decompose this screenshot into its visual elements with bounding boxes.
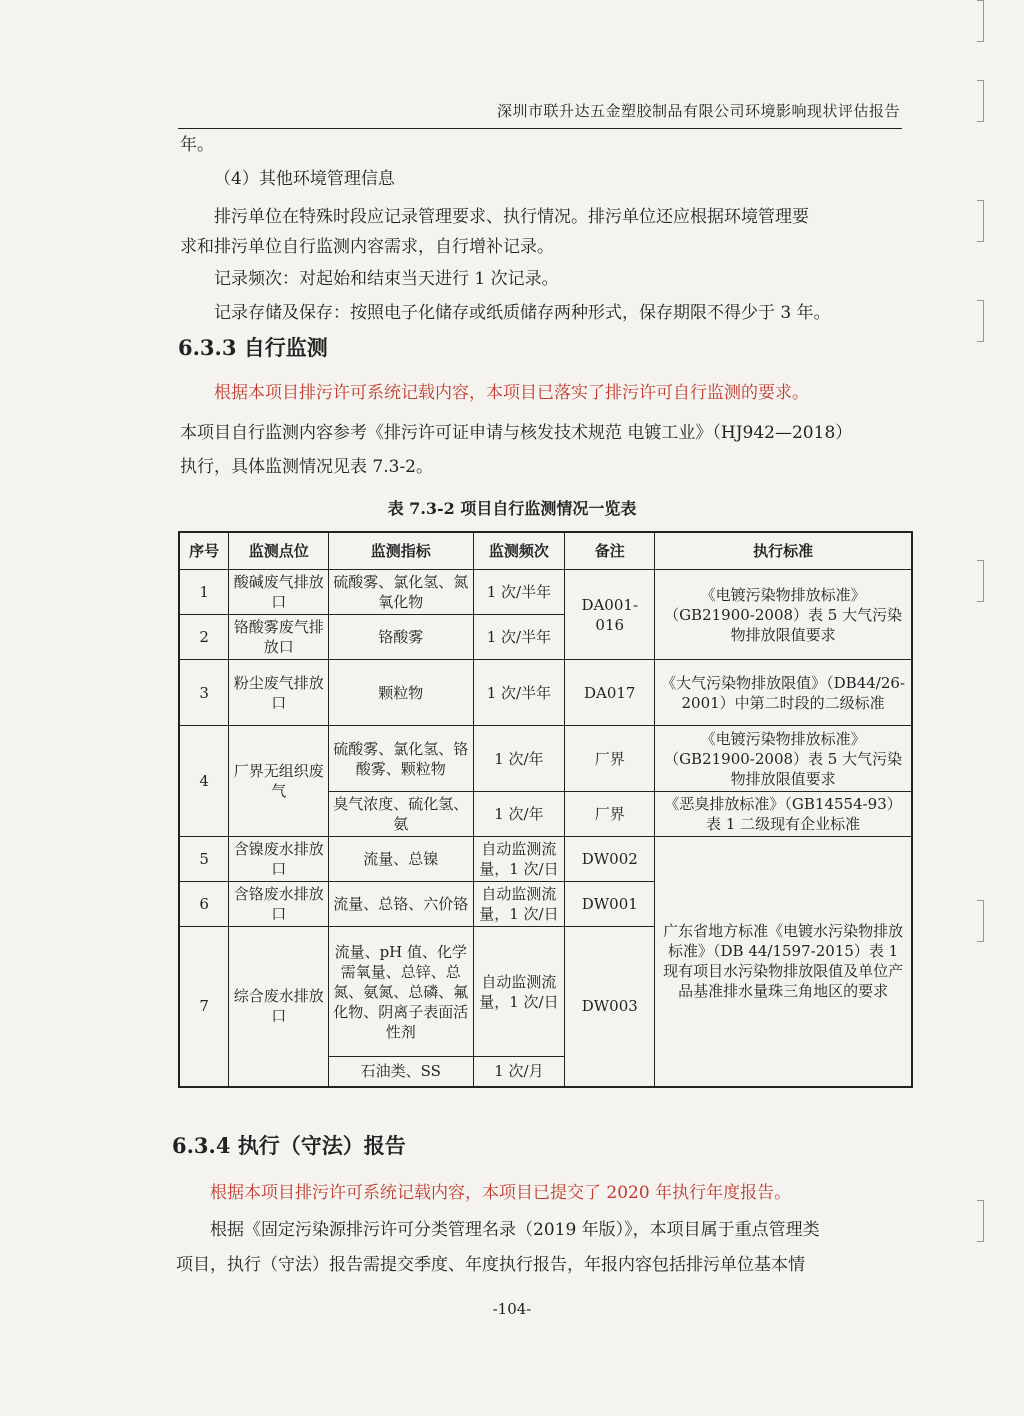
cell: 1: [179, 570, 229, 615]
table-row: [179, 837, 912, 882]
paragraph-line: 记录存储及保存：按照电子化储存或纸质储存两种形式，保存期限不得少于 3 年。: [214, 303, 831, 323]
col-header: 序号: [179, 532, 229, 570]
cell: 1 次/月: [473, 1057, 565, 1087]
cell: 2: [179, 615, 229, 660]
cell: 广东省地方标准《电镀水污染物排放标准》（DB 44/1597-2015）表 1 现有项目水污染物排放限值及单位产品基准排水量珠三角地区的要求: [655, 837, 912, 1087]
cell: 铬酸雾废气排放口: [229, 615, 329, 660]
cell: 《大气污染物排放限值》（DB44/26-2001）中第二时段的二级标准: [655, 660, 912, 726]
highlight-text: 根据本项目排污许可系统记载内容，本项目已提交了 2020 年执行年度报告。: [210, 1183, 792, 1203]
cell: 流量、总铬、六价铬: [329, 882, 474, 927]
cell: DA017: [565, 660, 655, 726]
cell: 《电镀污染物排放标准》（GB21900-2008）表 5 大气污染物排放限值要求: [655, 726, 912, 792]
header-rule: [178, 128, 902, 129]
cell: 1 次/半年: [473, 570, 565, 615]
col-header: 监测点位: [229, 532, 329, 570]
cell: DA001-016: [565, 570, 655, 660]
page-number: -104-: [492, 1300, 532, 1318]
cell: 1 次/年: [473, 726, 565, 792]
cell: 综合废水排放口: [229, 927, 329, 1087]
paragraph-line: 根据《固定污染源排污许可分类管理名录（2019 年版）》，本项目属于重点管理类: [210, 1220, 820, 1240]
binder-mark: [977, 0, 984, 42]
cell: DW003: [565, 927, 655, 1087]
cell: 4: [179, 726, 229, 837]
col-header: 监测指标: [329, 532, 474, 570]
subheading: （4）其他环境管理信息: [214, 169, 395, 189]
cell: 1 次/半年: [473, 660, 565, 726]
cell: 7: [179, 927, 229, 1087]
binder-mark: [977, 900, 984, 942]
cell: 自动监测流量，1 次/日: [473, 882, 565, 927]
table-row: [179, 570, 912, 615]
cell: 自动监测流量，1 次/日: [473, 927, 565, 1057]
cell: 1 次/年: [473, 792, 565, 837]
paragraph-line: 项目，执行（守法）报告需提交季度、年度执行报告，年报内容包括排污单位基本情: [176, 1255, 805, 1275]
binder-mark: [977, 1200, 984, 1242]
paragraph-line: 本项目自行监测内容参考《排污许可证申请与核发技术规范 电镀工业》（HJ942—2018）: [180, 423, 853, 443]
binder-mark: [977, 200, 984, 242]
cell: 流量、总镍: [329, 837, 474, 882]
table-caption: 表 7.3-2 项目自行监测情况一览表: [387, 499, 637, 518]
binder-mark: [977, 80, 984, 122]
table-row: [179, 726, 912, 792]
paragraph-line: 执行，具体监测情况见表 7.3-2。: [180, 457, 433, 477]
cell: 含铬废水排放口: [229, 882, 329, 927]
cell: 6: [179, 882, 229, 927]
page-header: 深圳市联升达五金塑胶制品有限公司环境影响现状评估报告: [496, 102, 900, 120]
cell: DW001: [565, 882, 655, 927]
cell: 自动监测流量，1 次/日: [473, 837, 565, 882]
cell: 硫酸雾、氯化氢、铬酸雾、颗粒物: [329, 726, 474, 792]
binder-mark: [977, 300, 984, 342]
monitoring-table: [178, 531, 913, 1088]
col-header: 监测频次: [473, 532, 565, 570]
binder-mark: [977, 560, 984, 602]
cell: 厂界无组织废气: [229, 726, 329, 837]
cell: 《恶臭排放标准》（GB14554-93）表 1 二级现有企业标准: [655, 792, 912, 837]
cell: 1 次/半年: [473, 615, 565, 660]
table-header-row: [179, 532, 912, 570]
cell: DW002: [565, 837, 655, 882]
paragraph-line: 排污单位在特殊时段应记录管理要求、执行情况。排污单位还应根据环境管理要: [214, 207, 809, 227]
section-title-633: 6.3.3 自行监测: [178, 335, 328, 360]
cell: 铬酸雾: [329, 615, 474, 660]
text-line: 年。: [180, 135, 214, 155]
cell: 粉尘废气排放口: [229, 660, 329, 726]
cell: 流量、pH 值、化学需氧量、总锌、总氮、氨氮、总磷、氟化物、阴离子表面活性剂: [329, 927, 474, 1057]
cell: 厂界: [565, 792, 655, 837]
cell: 硫酸雾、氯化氢、氮氧化物: [329, 570, 474, 615]
col-header: 备注: [565, 532, 655, 570]
cell: 臭气浓度、硫化氢、氨: [329, 792, 474, 837]
cell: 含镍废水排放口: [229, 837, 329, 882]
highlight-text: 根据本项目排污许可系统记载内容，本项目已落实了排污许可自行监测的要求。: [214, 383, 809, 403]
cell: 酸碱废气排放口: [229, 570, 329, 615]
cell: 3: [179, 660, 229, 726]
col-header: 执行标准: [655, 532, 912, 570]
cell: 颗粒物: [329, 660, 474, 726]
cell: 石油类、SS: [329, 1057, 474, 1087]
cell: 5: [179, 837, 229, 882]
table-row: [179, 660, 912, 726]
cell: 厂界: [565, 726, 655, 792]
paragraph-line: 记录频次：对起始和结束当天进行 1 次记录。: [214, 269, 559, 289]
cell: 《电镀污染物排放标准》（GB21900-2008）表 5 大气污染物排放限值要求: [655, 570, 912, 660]
section-title-634: 6.3.4 执行（守法）报告: [172, 1133, 406, 1158]
paragraph-line: 求和排污单位自行监测内容需求，自行增补记录。: [180, 237, 554, 257]
